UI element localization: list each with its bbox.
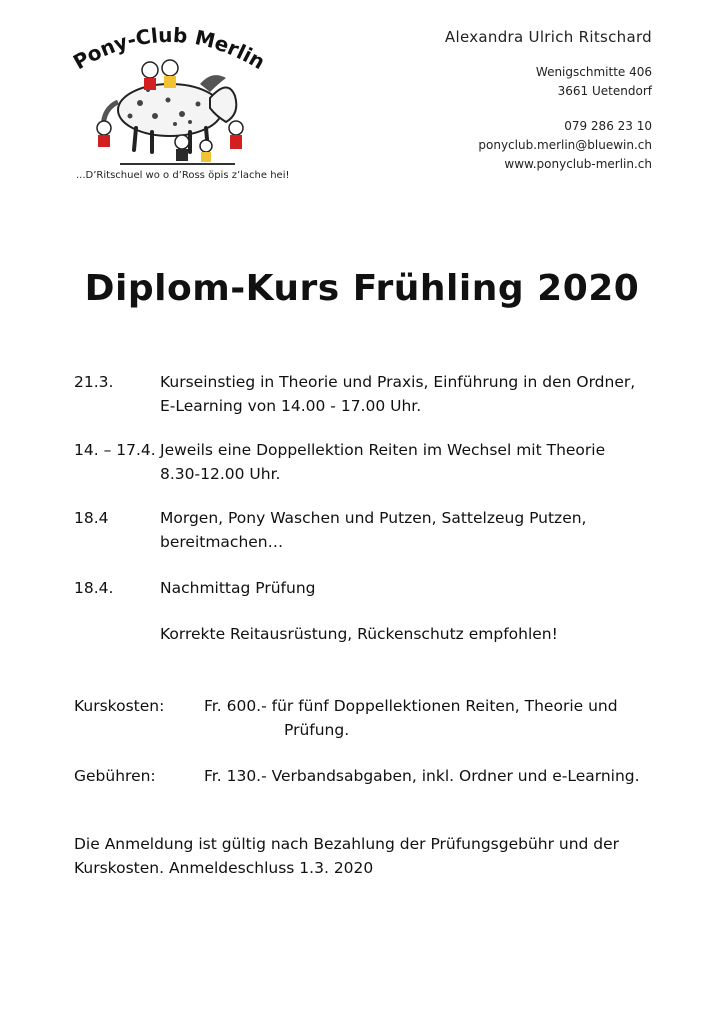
contact-email[interactable]: ponyclub.merlin@bluewin.ch xyxy=(478,138,652,152)
pony-illustration xyxy=(60,18,280,178)
contact-block xyxy=(445,28,652,174)
equipment-note: Korrekte Reitausrüstung, Rückenschutz empfohlen! xyxy=(160,625,558,643)
schedule-text: Nachmittag Prüfung xyxy=(160,579,316,597)
schedule-text: E-Learning von 14.00 - 17.00 Uhr. xyxy=(160,397,422,415)
cost-label: Kurskosten: xyxy=(74,697,165,715)
schedule-date: 18.4 xyxy=(74,509,109,527)
schedule-item xyxy=(74,576,674,600)
schedule-item xyxy=(74,370,674,418)
contact-street: Wenigschmitte 406 xyxy=(535,65,652,79)
cost-item xyxy=(74,764,674,788)
logo-text: Pony-Club Merlin xyxy=(68,22,270,75)
schedule-date: 21.3. xyxy=(74,373,114,391)
schedule-item xyxy=(74,506,674,554)
contact-phone: 079 286 23 10 xyxy=(564,119,652,133)
schedule-text: Morgen, Pony Waschen und Putzen, Sattelzeug Putzen, xyxy=(160,509,587,527)
contact-name: Alexandra Ulrich Ritschard xyxy=(444,28,652,46)
cost-value: Prüfung. xyxy=(284,721,350,739)
schedule-item xyxy=(74,438,674,486)
schedule-text: Jeweils eine Doppellektion Reiten im Wechsel mit Theorie xyxy=(160,441,606,459)
slogan: ...D’Ritschuel wo o d’Ross öpis z’lache hei! xyxy=(76,170,290,181)
page-title: Diplom-Kurs Frühling 2020 xyxy=(84,268,640,309)
schedule-date: 18.4. xyxy=(74,579,114,597)
schedule-date: 14. – 17.4. xyxy=(74,441,156,459)
schedule xyxy=(74,370,674,646)
contact-website[interactable]: www.ponyclub-merlin.ch xyxy=(504,157,652,171)
schedule-text: bereitmachen… xyxy=(160,533,284,551)
cost-value: Fr. 130.- Verbandsabgaben, inkl. Ordner und e-Learning. xyxy=(204,767,640,785)
contact-city: 3661 Uetendorf xyxy=(557,84,652,98)
footer-line: Die Anmeldung ist gültig nach Bezahlung der Prüfungsgebühr und der xyxy=(74,835,620,853)
schedule-text: 8.30-12.00 Uhr. xyxy=(160,465,281,483)
club-logo xyxy=(60,18,280,218)
costs-section xyxy=(74,694,674,788)
cost-item xyxy=(74,694,674,742)
schedule-text: Kurseinstieg in Theorie und Praxis, Einführung in den Ordner, xyxy=(160,373,636,391)
cost-label: Gebühren: xyxy=(74,767,156,785)
cost-value: Fr. 600.- für fünf Doppellektionen Reiten, Theorie und xyxy=(204,697,618,715)
registration-note xyxy=(74,832,664,880)
footer-line: Kurskosten. Anmeldeschluss 1.3. 2020 xyxy=(74,859,374,877)
